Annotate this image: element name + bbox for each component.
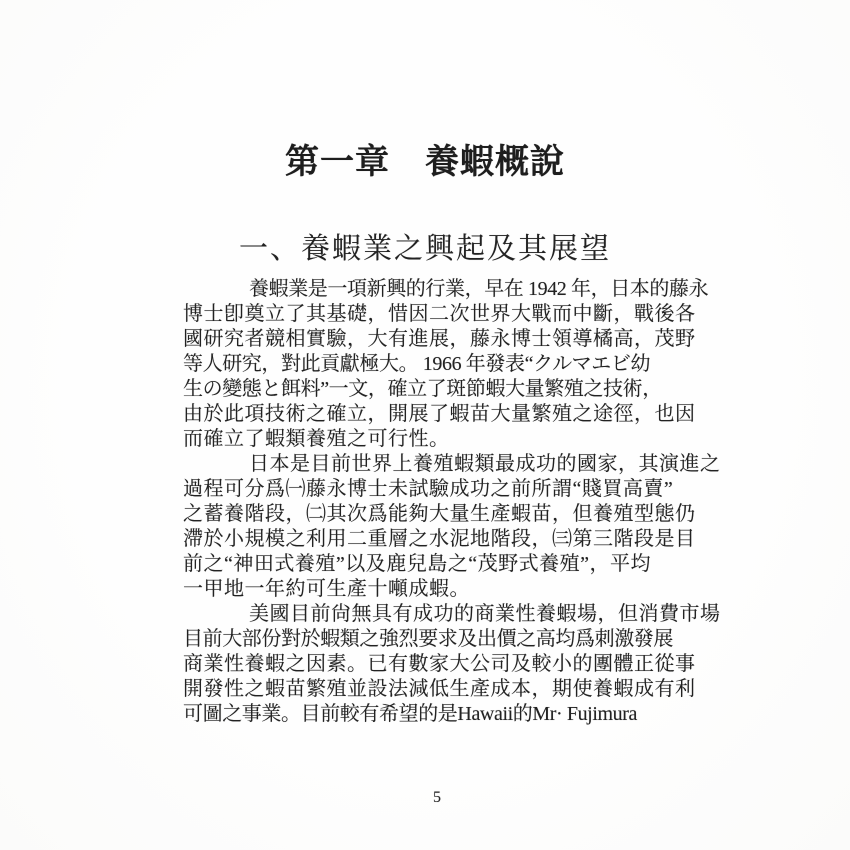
text-line: 過程可分爲㈠藤永博士未試驗成功之前所謂“賤買高賣” — [183, 478, 674, 500]
text-line: 博士卽奠立了其基礎，惜因二次世界大戰而中斷，戰後各 — [183, 303, 696, 325]
paragraph — [183, 452, 743, 602]
paragraph — [183, 602, 743, 727]
text-line: 滯於小規模之利用二重層之水泥地階段，㈢第三階段是目 — [183, 528, 696, 550]
text-line: 開發性之蝦苗繁殖並設法減低生產成本，期使養蝦成有利 — [183, 678, 696, 700]
text-line: 目前大部份對於蝦類之強烈要求及出價之高均爲刺激發展 — [183, 628, 673, 650]
text-line: 而確立了蝦類養殖之可行性。 — [183, 428, 450, 450]
text-line: 日本是目前世界上養殖蝦類最成功的國家，其演進之 — [249, 453, 721, 475]
text-line: 國研究者競相實驗，大有進展，藤永博士領導橘高，茂野 — [183, 328, 696, 350]
chapter-title: 第一章 養蝦概說 — [285, 144, 565, 181]
text-line: 等人研究，對此貢獻極大。 1966 年發表“クルマエビ幼 — [183, 353, 651, 375]
text-line: 之蓄養階段，㈡其次爲能夠大量生產蝦苗，但養殖型態仍 — [183, 503, 696, 525]
text-line: 生の變態と餌料”一文，確立了斑節蝦大量繁殖之技術， — [183, 378, 662, 400]
page-number: 5 — [433, 789, 441, 806]
text-line: 商業性養蝦之因素。已有數家大公司及較小的團體正從事 — [183, 653, 696, 675]
text-line: 可圖之事業。目前較有希望的是Hawaii的Mr· Fujimura — [183, 703, 637, 725]
text-line: 由於此項技術之確立，開展了蝦苗大量繁殖之途徑，也因 — [183, 403, 696, 425]
paragraph — [183, 277, 743, 452]
text-line: 前之“神田式養殖”以及鹿兒島之“茂野式養殖”，平均 — [183, 553, 652, 575]
text-line: 美國目前尙無具有成功的商業性養蝦場，但消費市場 — [249, 603, 721, 625]
section-title: 一、養蝦業之興起及其展望 — [238, 233, 611, 265]
text-line: 養蝦業是一項新興的行業，早在 1942 年，日本的藤永 — [249, 278, 709, 300]
text-line: 一甲地一年約可生產十噸成蝦。 — [183, 578, 470, 600]
body-text — [183, 277, 743, 727]
